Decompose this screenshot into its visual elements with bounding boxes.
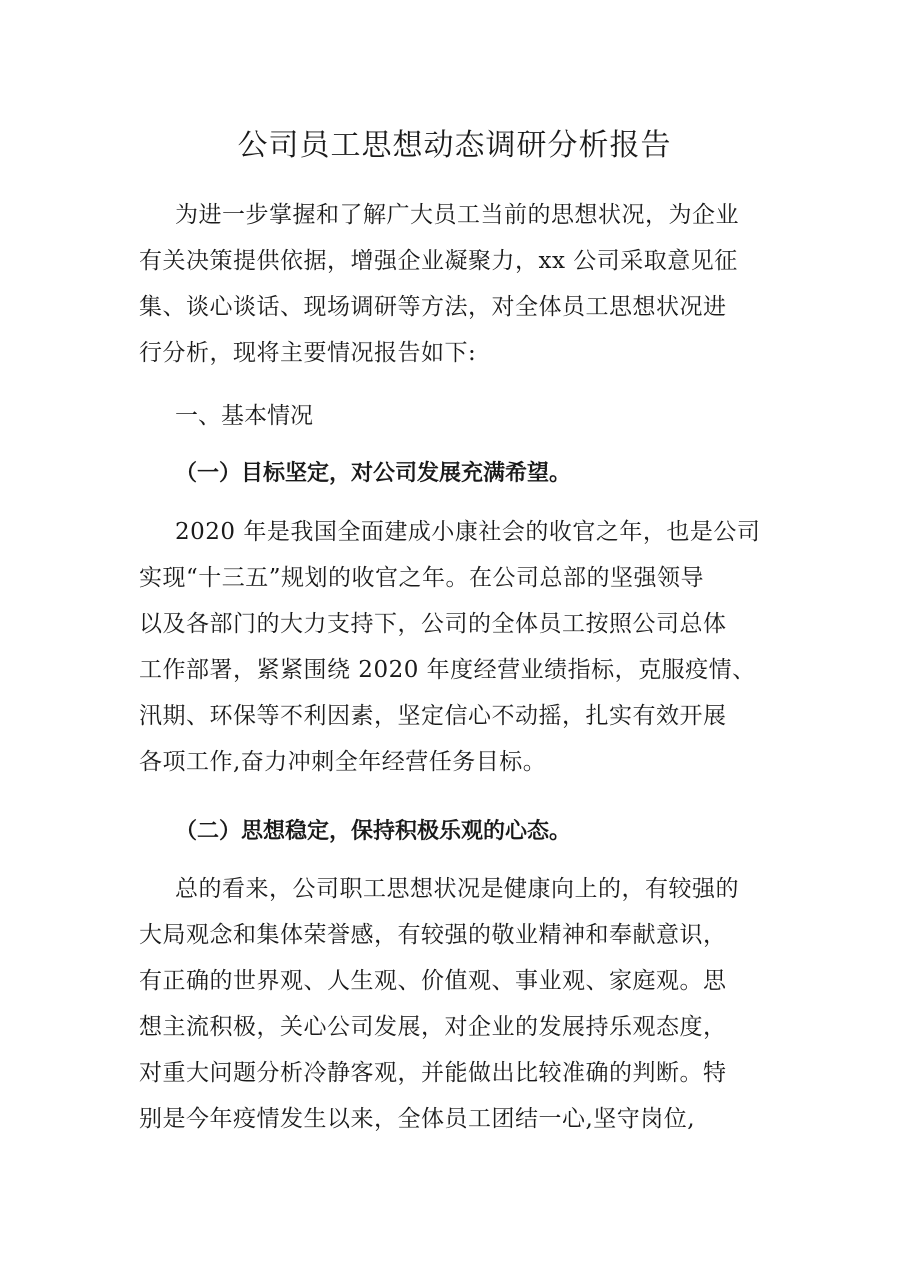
document-title: 公司员工思想动态调研分析报告 <box>237 128 672 163</box>
paragraph-line: 有正确的世界观、人生观、价值观、事业观、家庭观。思 <box>139 968 727 994</box>
paragraph-line: 大局观念和集体荣誉感，有较强的敬业精神和奉献意识， <box>139 922 727 948</box>
paragraph-line: 汛期、环保等不利因素，坚定信心不动摇，扎实有效开展 <box>139 703 727 729</box>
subsection-heading: （二）思想稳定，保持积极乐观的心态。 <box>175 819 572 844</box>
intro-line: 有关决策提供依据，增强企业凝聚力，xx 公司采取意见征 <box>139 248 738 274</box>
intro-line: 集、谈心谈话、现场调研等方法，对全体员工思想状况进 <box>139 294 727 320</box>
intro-paragraph <box>139 192 769 376</box>
paragraph-line: 实现“十三五”规划的收官之年。在公司总部的坚强领导 <box>139 565 705 591</box>
subsection-1-paragraph <box>139 509 769 785</box>
paragraph-line: 各项工作,奋力冲刺全年经营任务目标。 <box>139 749 547 775</box>
paragraph-line: 2020 年是我国全面建成小康社会的收官之年，也是公司 <box>175 519 761 545</box>
paragraph-line: 别是今年疫情发生以来，全体员工团结一心,坚守岗位, <box>139 1106 696 1132</box>
section-heading: 一、基本情况 <box>175 403 313 429</box>
paragraph-line: 对重大问题分析冷静客观，并能做出比较准确的判断。特 <box>139 1060 727 1086</box>
paragraph-line: 总的看来，公司职工思想状况是健康向上的，有较强的 <box>175 876 739 902</box>
paragraph-line: 工作部署，紧紧围绕 2020 年度经营业绩指标，克服疫情、 <box>139 657 756 683</box>
intro-line: 为进一步掌握和了解广大员工当前的思想状况，为企业 <box>175 202 739 228</box>
subsection-heading: （一）目标坚定，对公司发展充满希望。 <box>175 461 572 486</box>
intro-line: 行分析，现将主要情况报告如下: <box>139 340 477 366</box>
paragraph-line: 以及各部门的大力支持下，公司的全体员工按照公司总体 <box>139 611 727 637</box>
paragraph-line: 想主流积极，关心公司发展，对企业的发展持乐观态度， <box>139 1014 727 1040</box>
subsection-2-paragraph <box>139 866 769 1142</box>
